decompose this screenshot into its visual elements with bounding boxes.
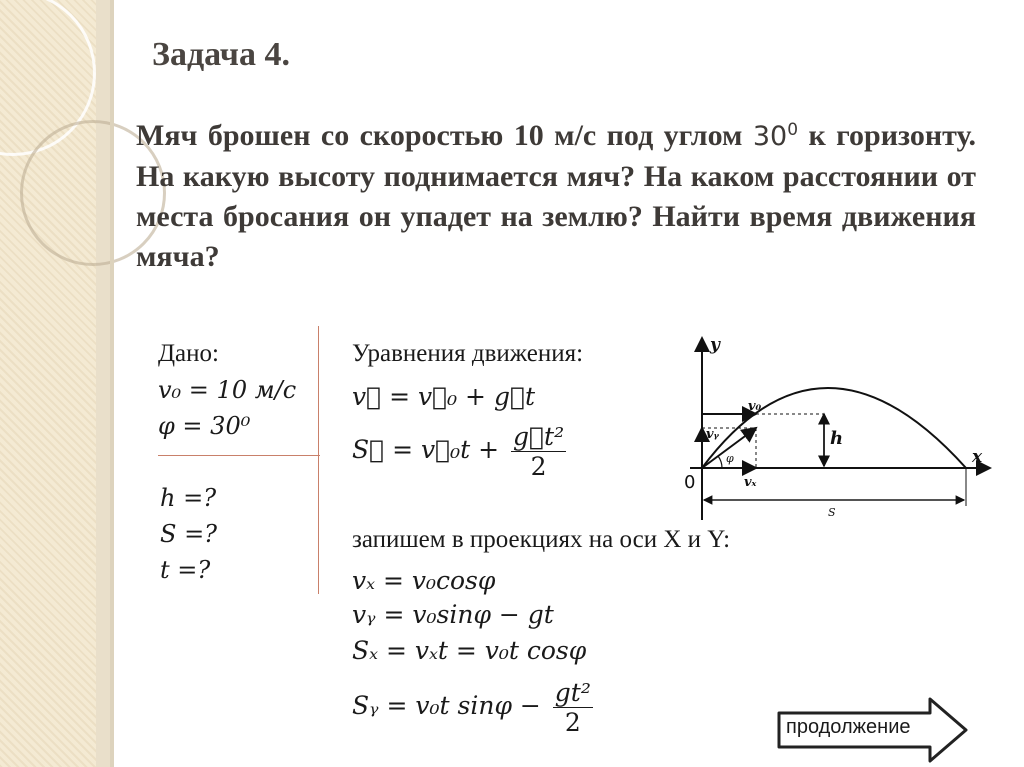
given-vertical-divider <box>318 326 319 594</box>
projection-sy-fraction <box>553 678 593 737</box>
problem-text-part1: Мяч брошен со скоростью 10 м/с под углом <box>136 119 753 152</box>
angle-degree-sup: 0 <box>787 120 799 140</box>
given-horizontal-divider <box>158 455 320 456</box>
continue-button-label[interactable]: продолжение <box>786 716 911 738</box>
given-label: Дано: <box>158 340 219 367</box>
fraction-numerator: gt² <box>554 678 591 707</box>
projection-sx: Sₓ = vₓt = v₀t cosφ <box>352 636 587 665</box>
equations-title: Уравнения движения: <box>352 340 584 367</box>
find-block <box>160 480 217 588</box>
projections-title: запишем в проекциях на оси X и Y: <box>352 526 731 553</box>
sidebar-strip <box>96 0 110 767</box>
projection-vx: vₓ = v₀cosφ <box>352 566 496 595</box>
v0-label: v₀ <box>748 399 762 414</box>
range-label: S <box>828 506 836 519</box>
fraction-denominator: 2 <box>530 452 547 481</box>
given-phi: φ = 30⁰ <box>158 412 251 440</box>
vx-label: vₓ <box>744 475 757 490</box>
equation-displacement-left: S⃗ = v⃗₀t + <box>352 435 500 464</box>
angle-value: 30 <box>752 121 788 152</box>
find-h: h =? <box>160 484 217 512</box>
x-axis-label: x <box>972 447 983 467</box>
given-block <box>158 336 296 444</box>
problem-statement <box>136 110 976 277</box>
fraction-numerator: g⃗t² <box>513 422 565 451</box>
find-t: t =? <box>160 556 211 584</box>
sidebar-divider <box>110 0 114 767</box>
find-s: S =? <box>160 520 218 548</box>
projection-sy-left: Sᵧ = v₀t sinφ − <box>352 691 541 720</box>
origin-label: 0 <box>684 472 696 493</box>
equation-displacement-fraction <box>511 422 566 481</box>
slide-title: Задача 4. <box>152 36 290 73</box>
trajectory-diagram <box>676 330 998 528</box>
equation-displacement <box>352 422 566 481</box>
problem-angle <box>753 121 798 152</box>
equation-velocity: v⃗ = v⃗₀ + g⃗t <box>352 382 536 411</box>
fraction-denominator: 2 <box>564 708 581 737</box>
vy-label: vᵧ <box>706 427 719 442</box>
given-v0: v₀ = 10 м/с <box>158 376 297 404</box>
projection-vy: vᵧ = v₀sinφ − gt <box>352 600 554 629</box>
problem-text-part2: к горизонту. На какую высоту поднимается мяч? На каком расстоянии от места бросания он упадет на землю? Найти время движения мяча? <box>136 119 976 273</box>
projection-sy <box>352 678 593 737</box>
y-axis-label: y <box>710 335 720 355</box>
phi-label: φ <box>726 452 734 465</box>
height-label: h <box>830 428 844 449</box>
angle-arc <box>718 456 722 468</box>
